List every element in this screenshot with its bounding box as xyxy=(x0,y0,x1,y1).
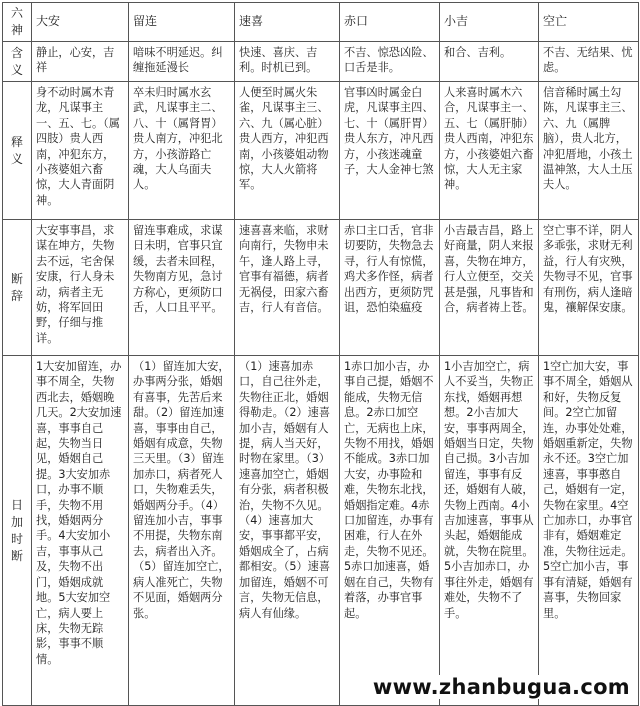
header-cell-liushen: 六神 xyxy=(3,3,32,42)
header-cell-suxi: 速喜 xyxy=(235,3,340,42)
cell-meaning-xiaoji: 和合、吉利。 xyxy=(440,42,539,82)
cell-dayhour-liulian: （1）留连加大安，办事两分张，婚姻有喜事，先苦后来甜。（2）留连加速喜，事事由自己，婚姻有成意，失物三天里。（3）留连加赤口，病者死人口，失物难丢失，婚姻两分手。（4）留连加小吉，事事不用提，失物东南去，病者出入齐。（5）留连加空亡，病人准死亡，失物不见面，婚姻两分张。 xyxy=(129,356,235,706)
cell-meaning-daan: 静止，心安，吉祥 xyxy=(32,42,129,82)
cell-verdict-xiaoji: 小吉最吉昌，路上好商量，阴人来报喜，失物在坤方，行人立便至，交关甚是强，凡事皆和合，病者祷上苍。 xyxy=(440,220,539,356)
row-meaning xyxy=(3,42,639,82)
cell-meaning-liulian: 喑味不明延迟。纠缠拖延漫长 xyxy=(129,42,235,82)
header-row xyxy=(3,3,639,42)
header-cell-chikou: 赤口 xyxy=(340,3,440,42)
row-label-day-hour: 日加时断 xyxy=(3,356,32,706)
cell-explanation-kongwang: 信音稀时属土勾陈，凡谋事主三、六、九（属脾脑），贵人北方，冲犯厝地，小孩土温神煞，大人土压夫人。 xyxy=(539,82,639,220)
header-cell-liulian: 留连 xyxy=(129,3,235,42)
cell-verdict-daan: 大安事事昌，求谋在坤方，失物去不远，宅舍保安康，行人身未动，病者主无妨，将军回田野，仔细与推详。 xyxy=(32,220,129,356)
row-verdict xyxy=(3,220,639,356)
header-cell-xiaoji: 小吉 xyxy=(440,3,539,42)
cell-dayhour-suxi: （1）速喜加赤口，自己往外走，失物往正北，婚姻得勒走。（2）速喜加小吉，婚姻有人提，病人当天好，时物在家里。（3）速喜加空亡，婚姻有分张，病者积极治，失物不久见。（4）速喜加大安，事事都平安，婚姻成全了，占病都相安。（5）速喜加留连，婚姻不可言，失物无信息，病人有仙缘。 xyxy=(235,356,340,706)
row-label-verdict: 断辞 xyxy=(3,220,32,356)
row-label-meaning: 含义 xyxy=(3,42,32,82)
cell-meaning-kongwang: 不吉、无结果、忧虑。 xyxy=(539,42,639,82)
cell-verdict-suxi: 速喜喜来临，求财向南行，失物申未午，逢人路上寻，官事有福德，病者无祸侵，田家六畜吉，行人有音信。 xyxy=(235,220,340,356)
cell-explanation-liulian: 卒未归时属水玄武，凡谋事主二、八、十（属肾胃）贵人南方，冲犯北方，小孩游路亡魂，大人乌面夫人。 xyxy=(129,82,235,220)
row-explanation xyxy=(3,82,639,220)
cell-dayhour-xiaoji: 1小吉加空亡，病人不妥当，失物正东找，婚姻再想想。2小吉加大安，事事两周全，婚姻当日定，失物自己损。3小吉加留连，事事有反还，婚姻有人破，失物上西南。4小吉加速喜，事事从头起，婚姻能成就，失物在院里。5小吉加赤口，办事往外走，婚姻有难处，失物不了手。 xyxy=(440,356,539,706)
cell-dayhour-kongwang: 1空亡加大安，事事不周全，婚姻从和好，失物反复间。2空亡加留连，办事处处难，婚姻重新定，失物永不还。3空亡加速喜，事事憨自己，婚姻有一定，失物在家里。4空亡加赤口，办事官非有，婚姻难定准，失物往远走。5空亡加小吉，事事有清疑，婚姻有喜事，失物回家里。 xyxy=(539,356,639,706)
cell-explanation-xiaoji: 人来喜时属木六合，凡谋事主一、五、七（属肝肺）贵人西南，冲犯东方，小孩婆姐六畜惊，大人无主家神。 xyxy=(440,82,539,220)
cell-verdict-liulian: 留连事难成，求谋日未明，官事只宜缓，去者未回程，失物南方见，急讨方称心，更须防口舌，人口且平平。 xyxy=(129,220,235,356)
cell-meaning-chikou: 不吉、惊恐凶险、口舌是非。 xyxy=(340,42,440,82)
cell-explanation-chikou: 官事凶时属金白虎，凡谋事主四、七、十（属肝胃）贵人东方，冲凡西方，小孩迷魂童子，大人金神七煞 xyxy=(340,82,440,220)
cell-meaning-suxi: 快速、喜庆、吉利。时机已到。 xyxy=(235,42,340,82)
row-day-hour xyxy=(3,356,639,706)
header-cell-daan: 大安 xyxy=(32,3,129,42)
cell-explanation-daan: 身不动时属木青龙，凡谋事主一、五、七。（属四肢）贵人西南，冲犯东方，小孩婆姐六畜惊，大人青面阴神。 xyxy=(32,82,129,220)
cell-dayhour-chikou: 1赤口加小吉，办事自己提，婚姻不能成，失物无信息。2赤口加空亡，无病也上床，失物不用找，婚姻不能成。3赤口加大安，办事险和难，失物东北找，婚姻指定难。4赤口加留连，办事有困难，行人在外走，失物不见还。5赤口加速喜，婚姻在自己，失物有着落，办事官事起。 xyxy=(340,356,440,706)
cell-explanation-suxi: 人便至时属火朱雀，凡谋事主三、六、九（属心脏）贵人西方，冲犯西南，小孩婆姐动物惊，大人火箭将军。 xyxy=(235,82,340,220)
liuren-table xyxy=(2,2,639,706)
header-cell-kongwang: 空亡 xyxy=(539,3,639,42)
cell-verdict-chikou: 赤口主口舌，官非切要防，失物急去寻，行人有惊慌，鸡犬多作怪，病者出西方，更须防咒诅，恐怕染瘟疫 xyxy=(340,220,440,356)
cell-verdict-kongwang: 空亡事不详，阴人多乖张，求财无利益，行人有灾殃，失物寻不见，官事有刑伤，病人逢暗鬼，禳解保安康。 xyxy=(539,220,639,356)
site-watermark: www.zhanbugua.com xyxy=(369,675,634,699)
cell-dayhour-daan: 1大安加留连，办事不周全，失物西北去，婚姻晚几天。2大安加速喜，事事自己起，失物当日见，婚姻自己提。3大安加赤口，办事不顺手，失物不用找，婚姻两分手。4大安加小吉，事事从己及，失物不出门，婚姻成就地。5大安加空亡，病人要上床，失物无踪影，事事不顺情。 xyxy=(32,356,129,706)
row-label-explanation: 释义 xyxy=(3,82,32,220)
